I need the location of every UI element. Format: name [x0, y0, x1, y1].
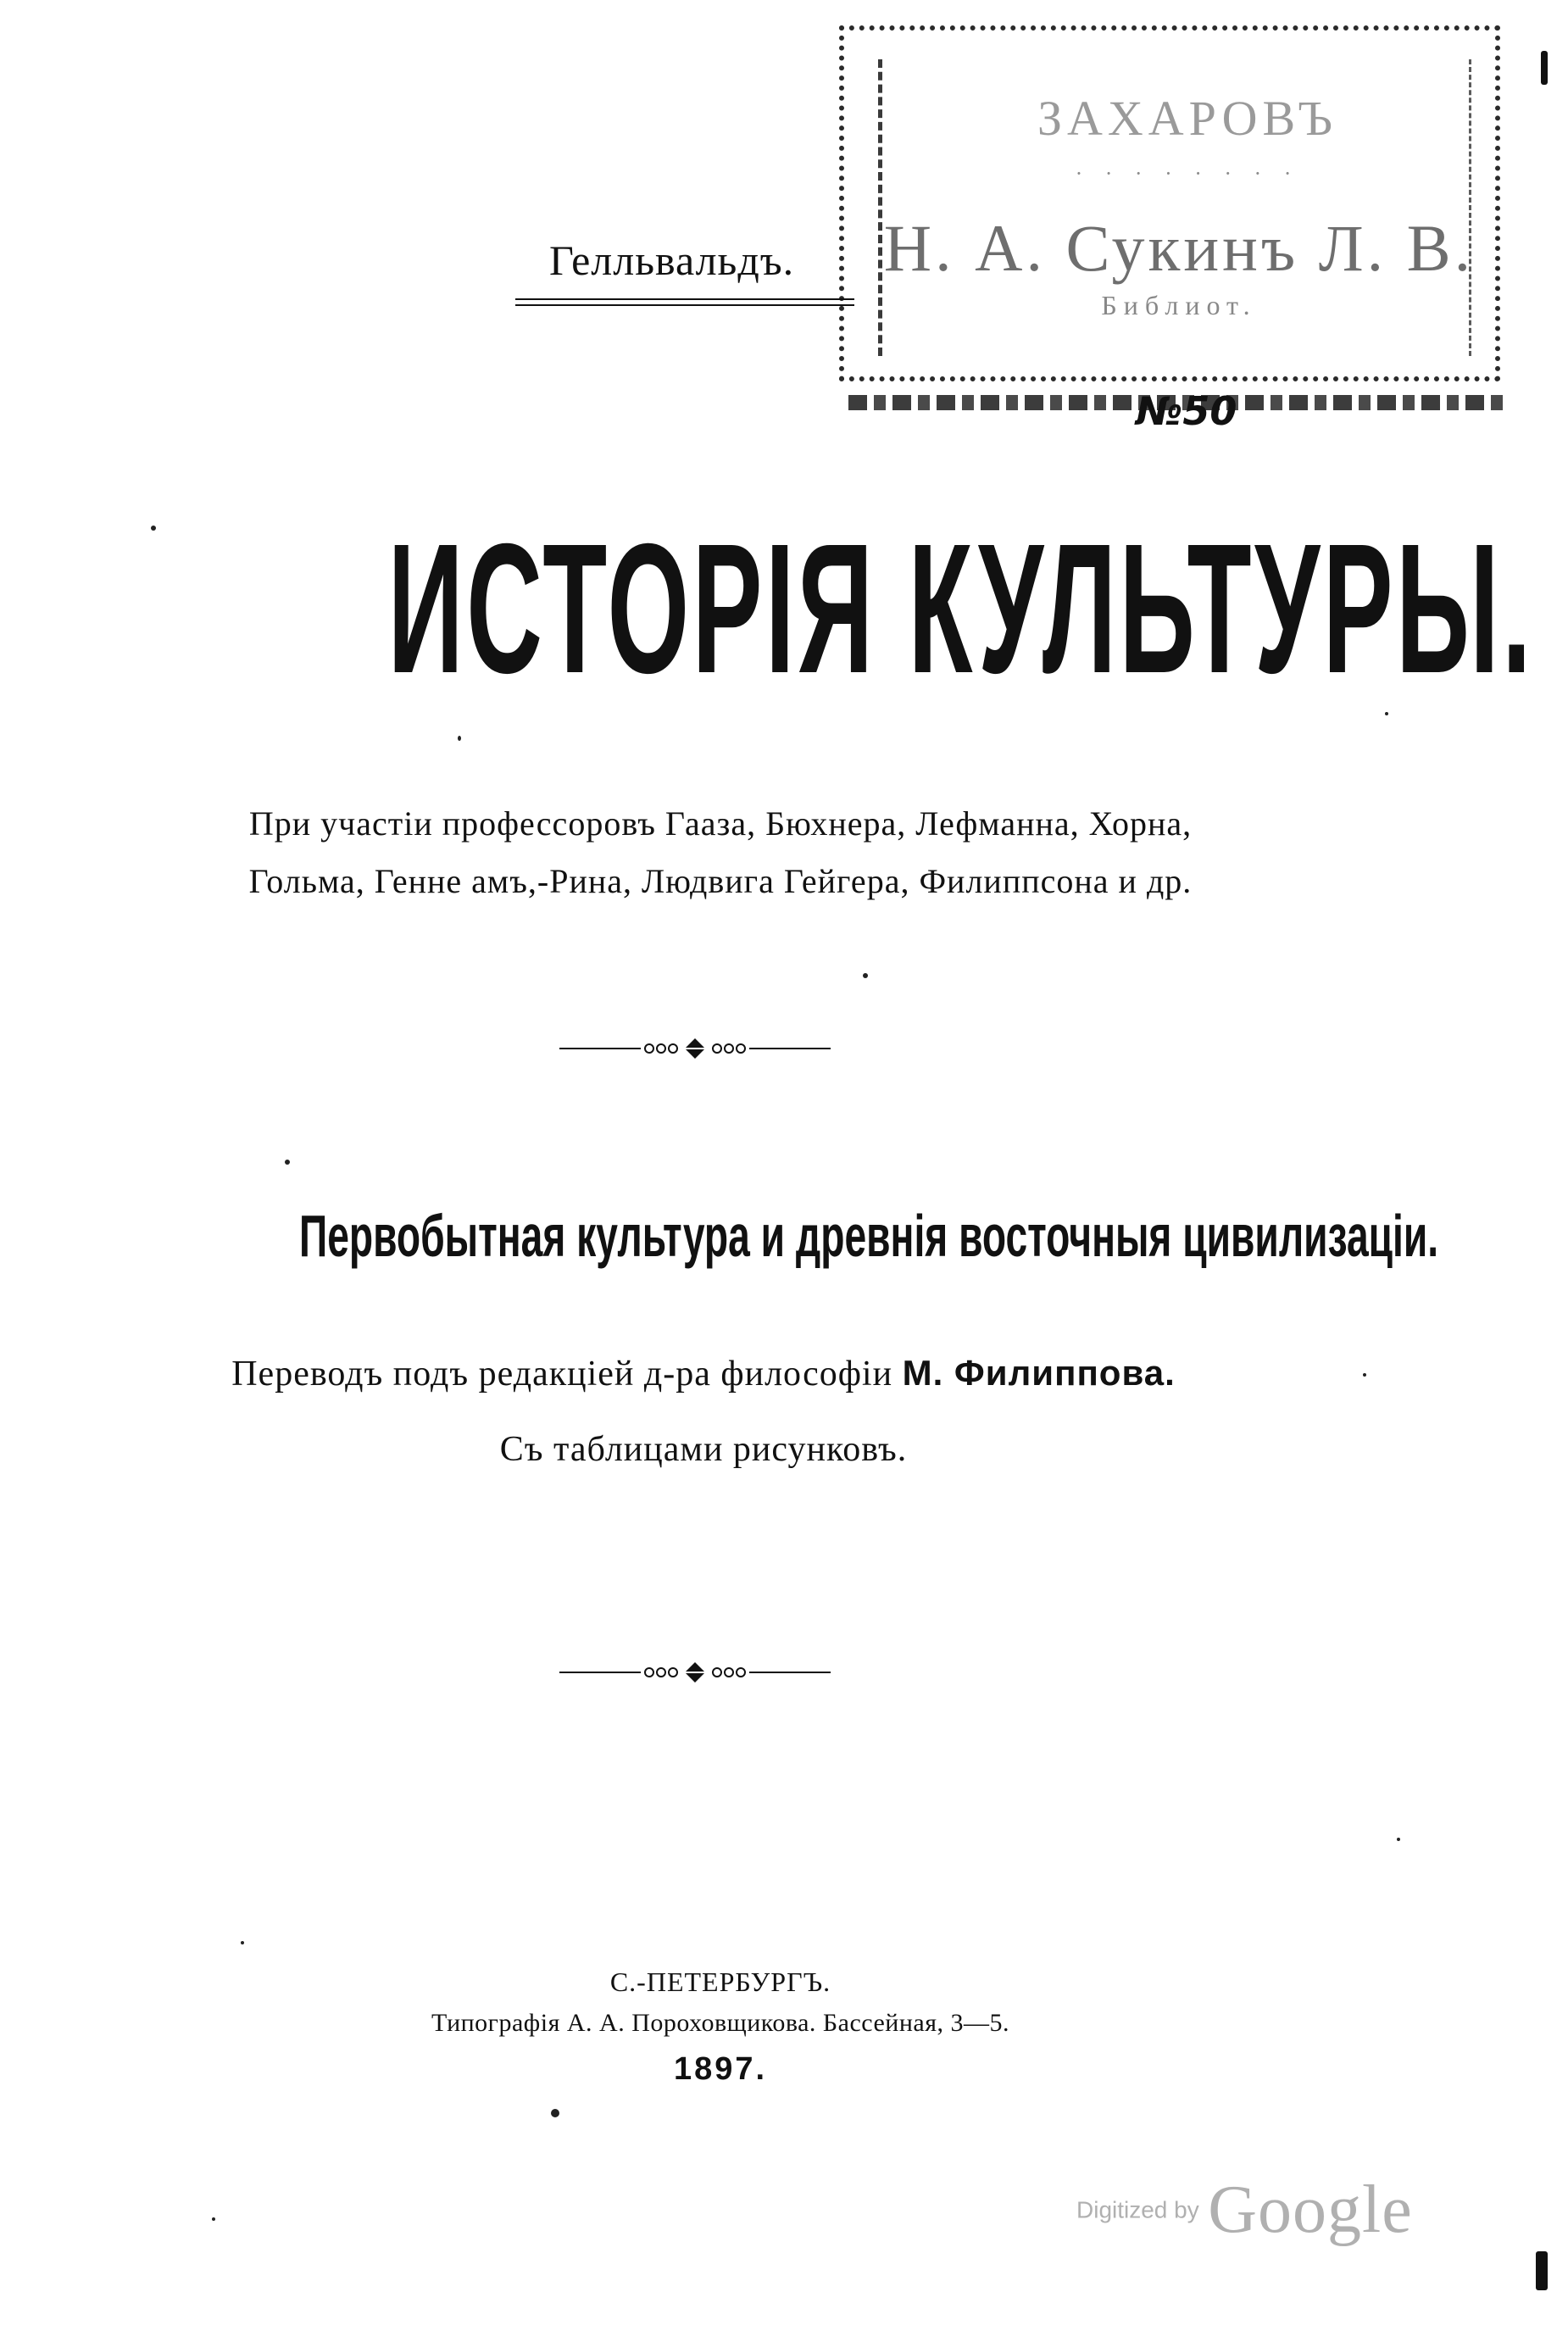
contributors-line-2: Гольма, Генне амъ,-Рина, Людвига Гейгера, Филиппсона и др. — [248, 862, 1193, 900]
tables-note: Съ таблицами рисунковъ. — [499, 1430, 908, 1469]
translation-prefix: Переводъ подъ редакціей д-ра философіи — [231, 1355, 893, 1394]
stamp-line-3: Н. А. Сукинъ Л. В. — [883, 211, 1475, 285]
google-logo: Google — [1208, 2172, 1413, 2247]
stamp-line-1: ЗАХАРОВЪ — [1037, 91, 1338, 146]
section-title: Первобытная культура и древнія восточныя цивилизаціи. — [298, 1203, 1439, 1269]
ornament-divider-icon — [559, 1660, 831, 1685]
ink-speck — [1363, 1373, 1366, 1377]
stamp-frame — [878, 59, 1475, 356]
imprint-printer: Типографія А. А. Пороховщикова. Бассейная, 3—5. — [431, 2009, 1010, 2037]
contributors-line-1: При участіи профессоровъ Гааза, Бюхнера, Лефманна, Хорна, — [248, 804, 1193, 843]
editor-name: М. Филиппова. — [902, 1353, 1176, 1393]
book-title: ИСТОРІЯ КУЛЬТУРЫ. — [387, 506, 1535, 712]
ink-speck — [1397, 1838, 1400, 1841]
page-edge-mark — [1536, 2251, 1548, 2290]
ink-speck — [551, 2109, 559, 2117]
ink-speck — [212, 2217, 215, 2221]
imprint-year: 1897. — [673, 2051, 768, 2087]
library-stamp — [839, 25, 1500, 381]
page-edge-mark — [1541, 51, 1548, 85]
shelf-mark: №50 — [1136, 388, 1237, 434]
digitized-by-label: Digitized by — [1076, 2196, 1199, 2223]
ink-speck — [241, 1941, 244, 1944]
ink-speck — [285, 1160, 290, 1165]
stamp-line-4: Библиот. — [1101, 290, 1257, 320]
author-name: Гелльвальдъ. — [549, 236, 795, 284]
ink-speck — [863, 973, 868, 978]
imprint-city: С.-ПЕТЕРБУРГЪ. — [609, 1967, 831, 1997]
ornament-divider-icon — [559, 1036, 831, 1061]
ink-speck — [458, 736, 461, 741]
translation-credit — [85, 1353, 1322, 1394]
stamp-line-2: · · · · · · · · — [1075, 161, 1300, 186]
ink-speck — [151, 526, 156, 531]
digitized-watermark — [1076, 2172, 1413, 2249]
ink-speck — [1385, 712, 1388, 715]
author-underline — [515, 298, 854, 306]
